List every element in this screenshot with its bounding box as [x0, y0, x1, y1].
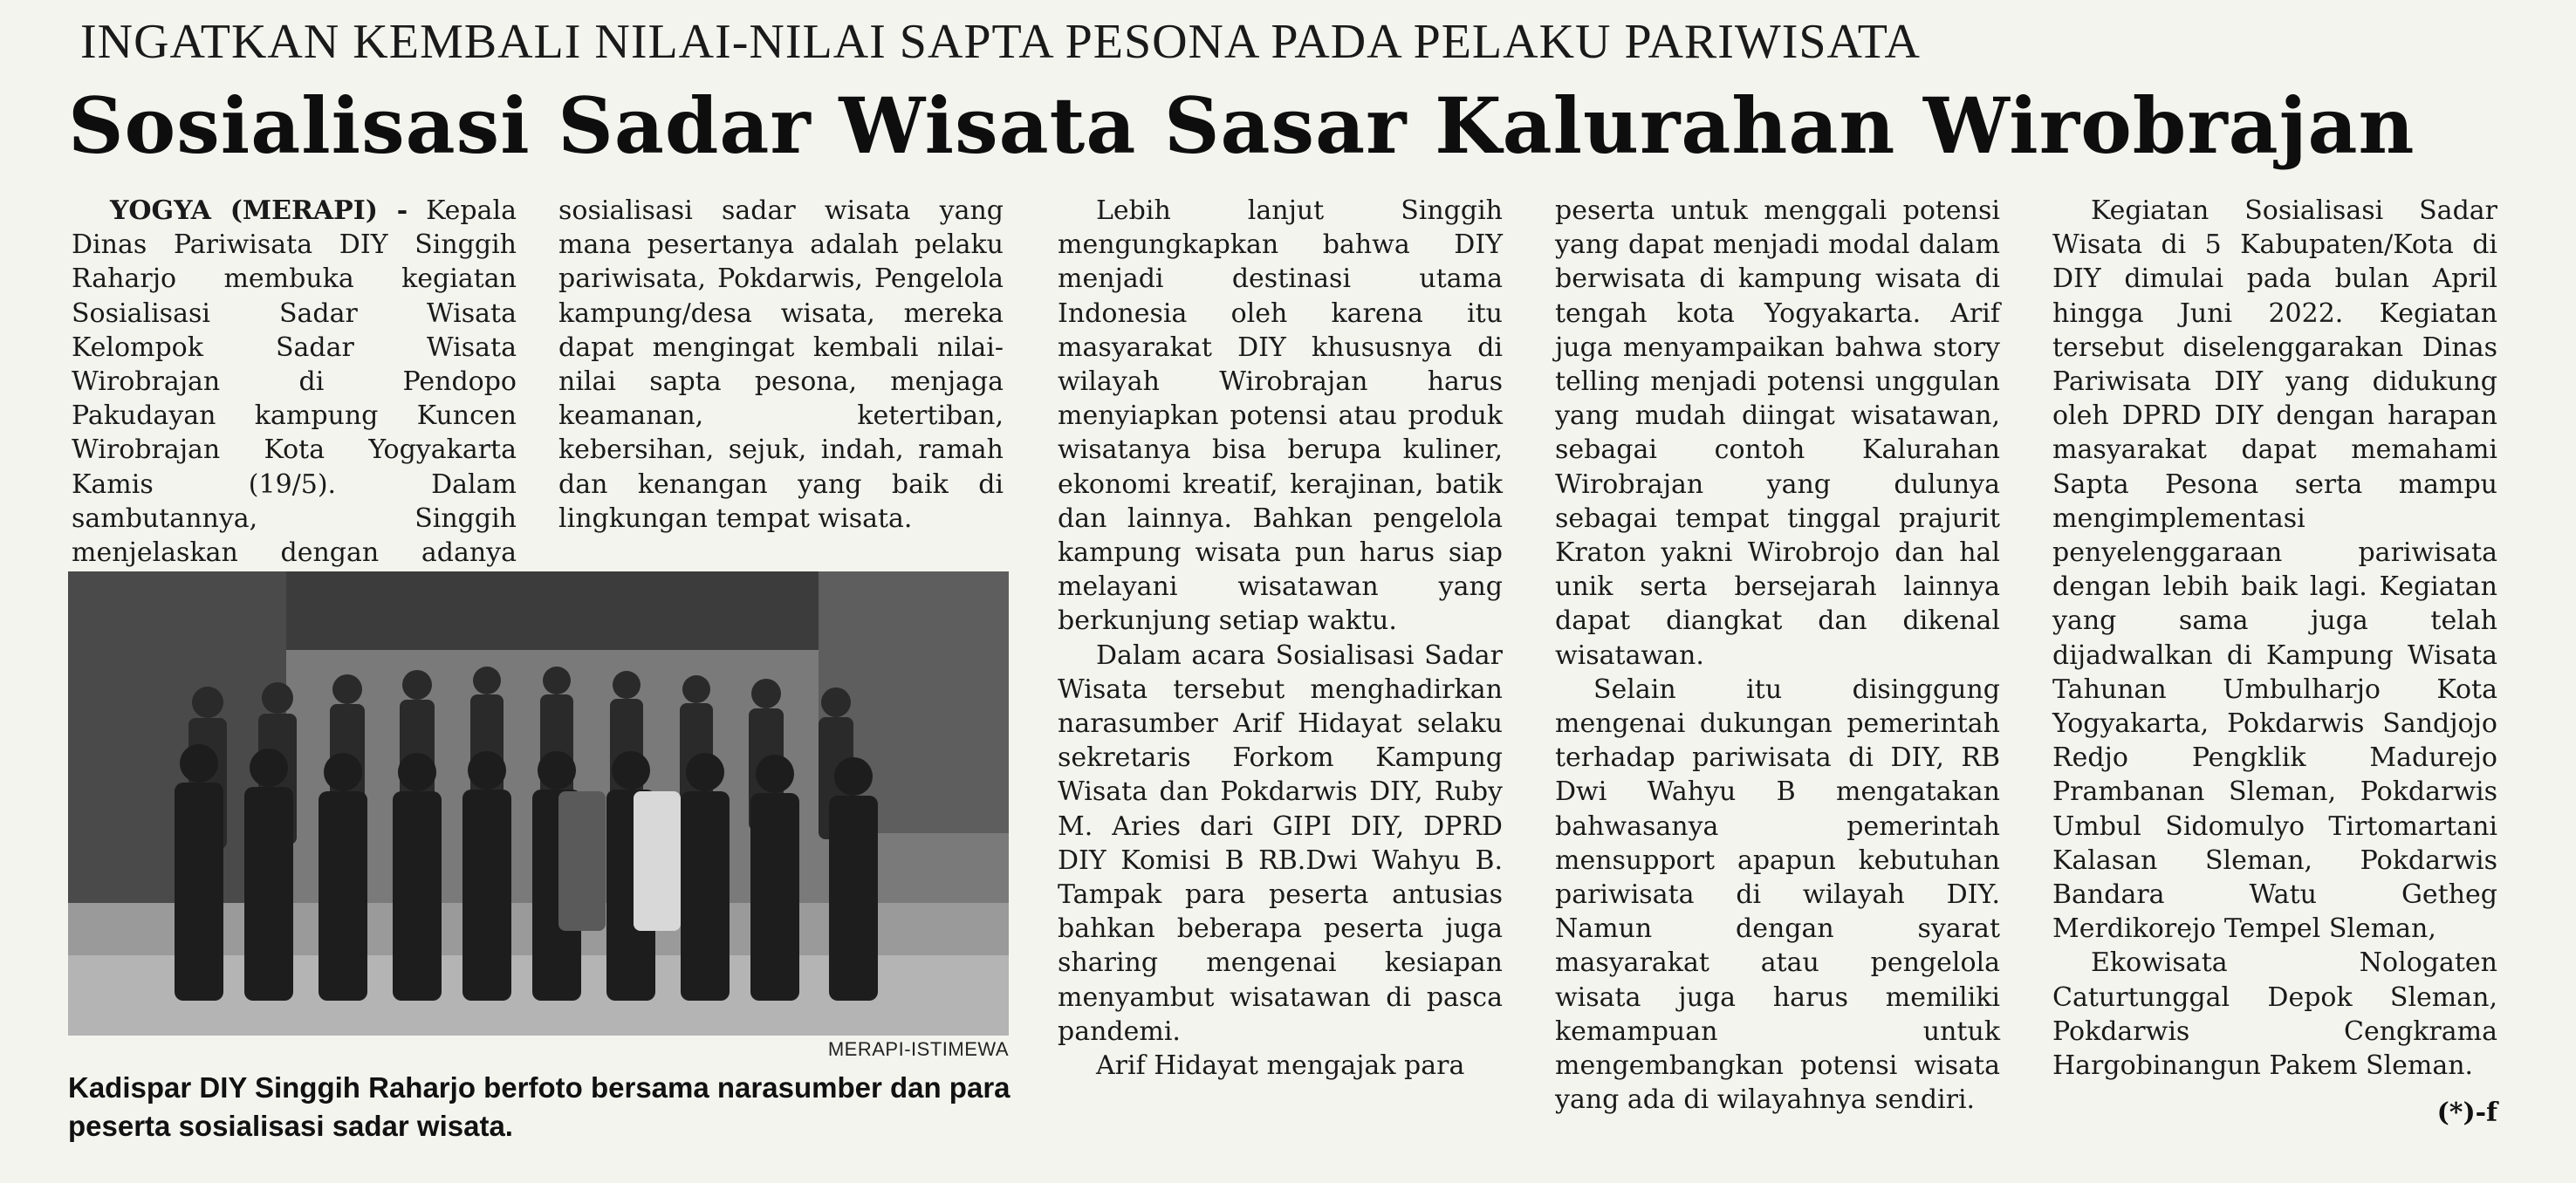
paragraph: Ekowisata Nologaten Caturtunggal Depok Sleman, Pokdarwis Cengkrama Hargobinangun Pakem Sleman. [2052, 947, 2497, 1082]
paragraph: Selain itu disinggung mengenai dukungan pemerintah terhadap pariwisata di DIY, RB Dwi Wahyu B mengatakan bahwasanya pemerintah mensupport apapun kebutuhan pariwisata di wilayah DIY. Namun dengan syarat masyarakat atau pengelola wisata juga harus memiliki kemampuan untuk mengembangkan potensi wisata yang ada di wilayahnya sendiri. [1555, 674, 2000, 1116]
paragraph [72, 194, 517, 604]
paragraph: Dalam acara Sosialisasi Sadar Wisata tersebut menghadirkan narasumber Arif Hidayat selaku sekretaris Forkom Kampung Wisata dan Pokdarwis DIY, Ruby M. Aries dari GIPI DIY, DPRD DIY Komisi B RB.Dwi Wahyu B. Tampak para peserta antusias bahkan beberapa peserta juga sharing mengenai kesiapan menyambut wisatawan di pasca pandemi. [1058, 639, 1503, 1047]
group-photo-illustration [68, 571, 1009, 1036]
event-photo [68, 571, 1009, 1036]
author-signoff: (*)-f [2436, 1098, 2497, 1128]
article-column-4 [1555, 194, 2000, 1117]
main-headline: Sosialisasi Sadar Wisata Sasar Kalurahan Wirobrajan [68, 80, 2415, 171]
photo-caption: Kadispar DIY Singgih Raharjo berfoto bersama narasumber dan para peserta sosialisasi sadar wisata. [68, 1071, 1011, 1142]
article-column-2 [558, 194, 1004, 536]
paragraph: sosialisasi sadar wisata yang mana pesertanya adalah pelaku pariwisata, Pokdarwis, Pengelola kampung/desa wisata, mereka dapat mengingat kembali nilai-nilai sapta pesona, menjaga keamanan, ketertiban, kebersihan, sejuk, indah, ramah dan kenangan yang baik di lingkungan tempat wisata. [558, 195, 1004, 534]
kicker-headline: INGATKAN KEMBALI NILAI-NILAI SAPTA PESONA PADA PELAKU PARIWISATA [80, 15, 1921, 69]
paragraph: Lebih lanjut Singgih mengungkapkan bahwa DIY menjadi destinasi utama Indonesia oleh karena itu masyarakat DIY khususnya di wilayah Wirobrajan harus menyiapkan potensi atau produk wisatanya bisa berupa kuliner, ekonomi kreatif, kerajinan, batik dan lainnya. Bahkan pengelola kampung wisata pun harus siap melayani wisatawan yang berkunjung setiap waktu. [1058, 195, 1503, 637]
lead-text: Kepala Dinas Pariwisata DIY Singgih Raharjo membuka kegiatan Sosialisasi Sadar Wisata Kelompok Sadar Wisata Wirobrajan di Pendopo Pakudayan kampung Kuncen Wirobrajan Kota Yogyakarta Kamis (19/5). Dalam sambutannya, Singgih menjelaskan dengan adanya [72, 195, 517, 569]
article-column-5 [2052, 194, 2497, 1083]
article-column-3 [1058, 194, 1503, 1083]
paragraph: Kegiatan Sosialisasi Sadar Wisata di 5 Kabupaten/Kota di DIY dimulai pada bulan April hingga Juni 2022. Kegiatan tersebut diselenggarakan Dinas Pariwisata DIY yang didukung oleh DPRD DIY dengan harapan masyarakat dapat memahami Sapta Pesona serta mampu mengimplementasi penyelenggaraan pariwisata dengan lebih baik lagi. Kegiatan yang sama juga telah dijadwalkan di Kampung Wisata Tahunan Umbulharjo Kota Yogyakarta, Pokdarwis Sandjojo Redjo Pengklik Madurejo Prambanan Sleman, Pokdarwis Umbul Sidomulyo Tirtomartani Kalasan Sleman, Pokdarwis Bandara Watu Getheg Merdikorejo Tempel Sleman, [2052, 195, 2497, 945]
paragraph: peserta untuk menggali potensi yang dapat menjadi modal dalam berwisata di kampung wisata di tengah kota Yogyakarta. Arif juga menyampaikan bahwa story telling menjadi potensi unggulan yang mudah diingat wisatawan, sebagai contoh Kalurahan Wirobrajan yang dulunya sebagai tempat tinggal prajurit Kraton yakni Wirobrojo dan hal unik serta bersejarah lainnya dapat diangkat dan dikenal wisatawan. [1555, 195, 2000, 671]
dateline: YOGYA (MERAPI) - [110, 195, 408, 226]
photo-credit: MERAPI-ISTIMEWA [827, 1038, 1009, 1060]
paragraph: Arif Hidayat mengajak para [1096, 1050, 1465, 1082]
article-column-1 [72, 194, 517, 604]
